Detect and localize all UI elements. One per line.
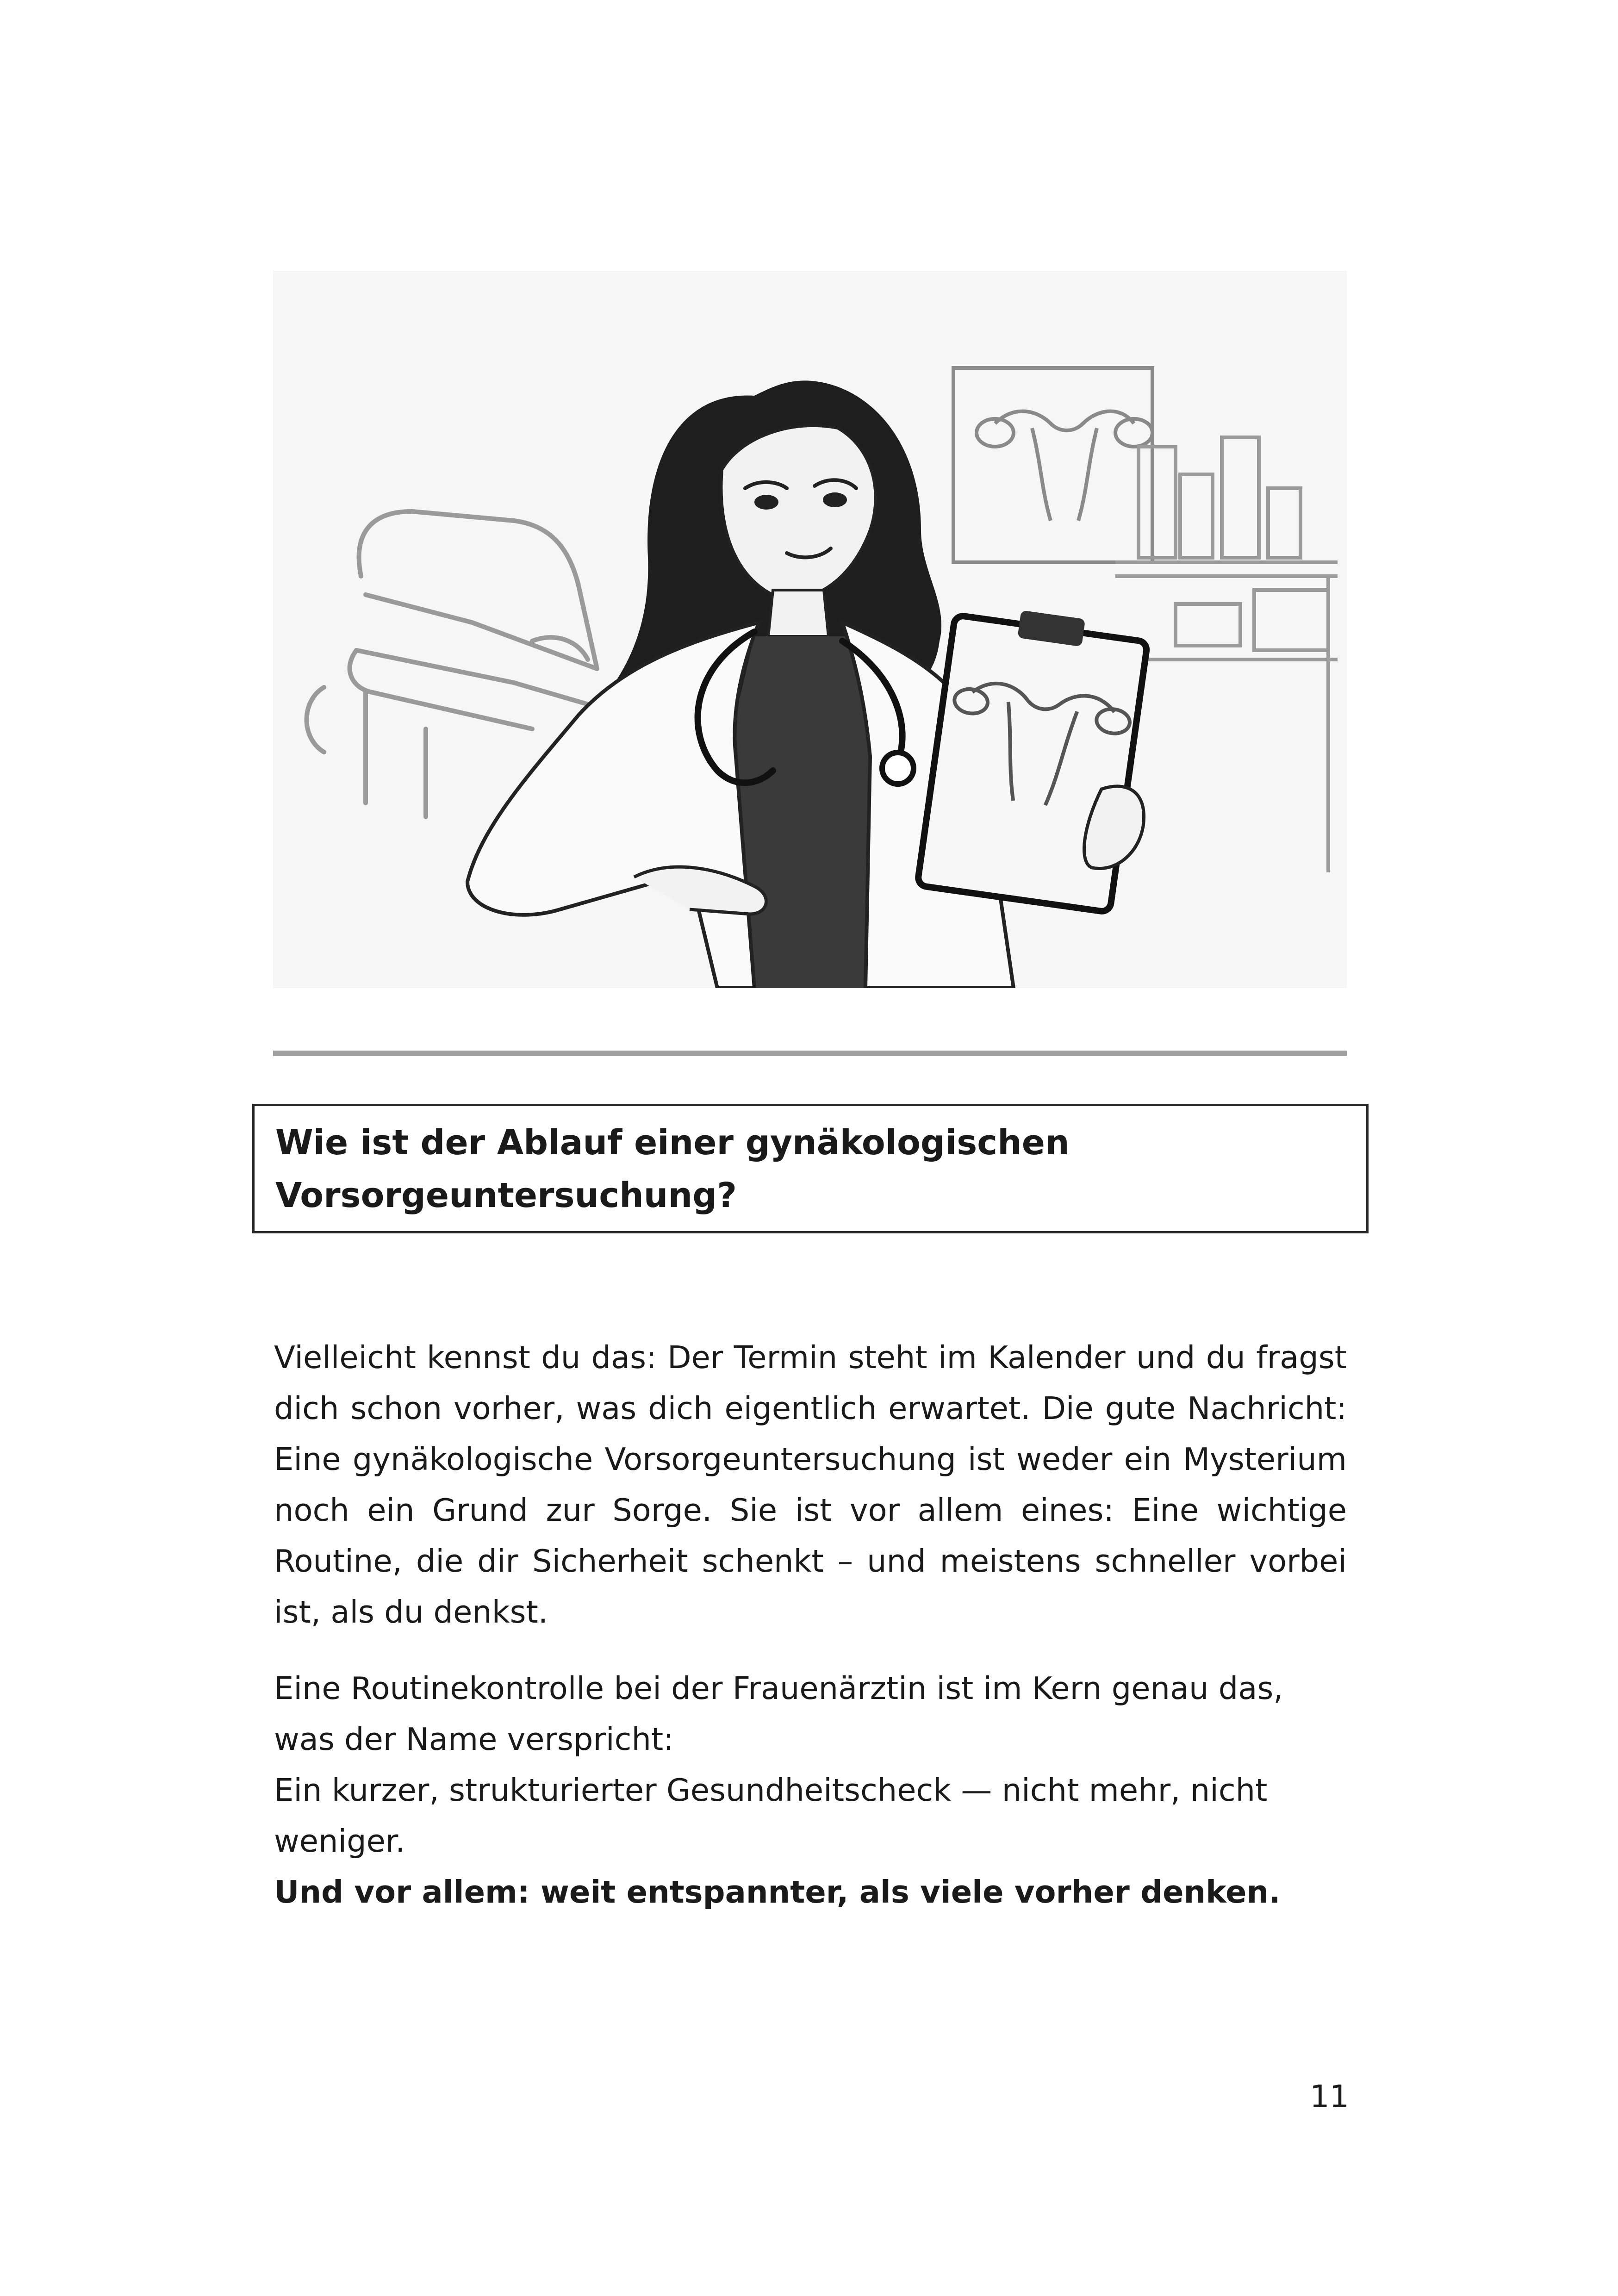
heading-line-1: Wie ist der Ablauf einer gynäkologischen <box>275 1123 1070 1163</box>
paragraph-routine-line-3: Ein kurzer, strukturierter Gesundheitscheck — nicht mehr, nicht <box>274 1772 1268 1808</box>
section-heading-box <box>252 1104 1369 1233</box>
doctor-illustration <box>273 271 1347 988</box>
paragraph-routine-line-4: weniger. <box>274 1823 405 1859</box>
doctor-with-clipboard-icon <box>273 271 1347 988</box>
section-divider <box>273 1051 1347 1056</box>
section-heading <box>275 1116 1366 1222</box>
paragraph-intro: Vielleicht kennst du das: Der Termin steht im Kalender und du fragst dich schon vorher, was dich eigentlich erwartet. Die gute Nachricht: Eine gynäkologische Vorsorgeuntersuchung ist weder ein Mysterium noch ein Grund zur Sorge. Sie ist vor allem eines: Eine wichtige Routine, die dir Sicherheit schenkt – und meistens schneller vorbei ist, als du denkst. <box>274 1339 1347 1630</box>
paragraph-routine-line-2: was der Name verspricht: <box>274 1721 674 1757</box>
body-text <box>274 1332 1347 1917</box>
page-number: 11 <box>1310 2078 1350 2115</box>
paragraph-routine <box>274 1663 1347 1917</box>
paragraph-routine-line-1: Eine Routinekontrolle bei der Frauenärztin ist im Kern genau das, <box>274 1670 1283 1706</box>
heading-line-2: Vorsorgeuntersuchung? <box>275 1176 737 1215</box>
paragraph-routine-bold: Und vor allem: weit entspannter, als viele vorher denken. <box>274 1874 1281 1910</box>
